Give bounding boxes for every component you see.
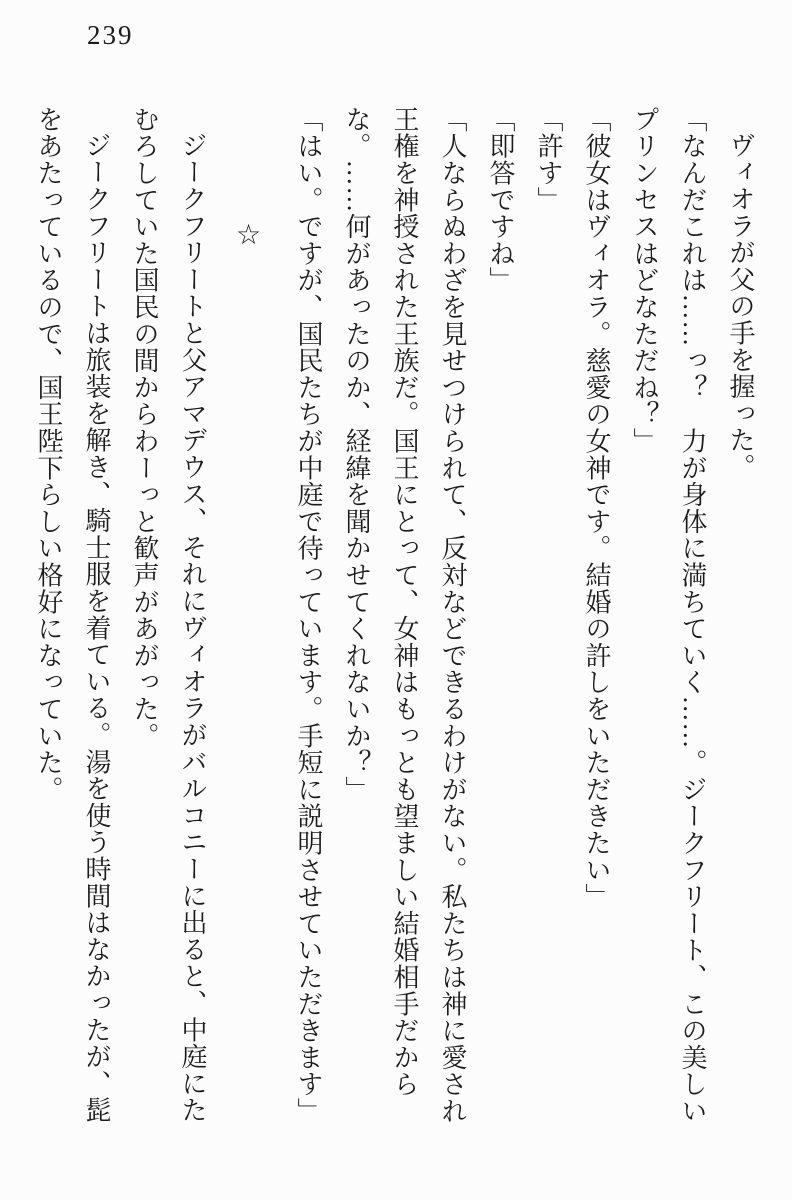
- vertical-text-block: [24, 106, 764, 1126]
- dialogue-paragraph: 「人ならぬわざを見せつけられて、反対などできるわけがない。私たちは神に愛され王権を神授された王族だ。国王にとって、女神はもっとも望ましい結婚相手だからな。……何があったのか、経緯を聞かせてくれないか？」: [342, 106, 467, 1125]
- dialogue-paragraph: 「はい。ですが、国民たちが中庭で待っています。手短に説明させていただきます」: [294, 106, 323, 1125]
- narration-paragraph: ヴィオラが父の手を握った。: [726, 132, 755, 481]
- narration-paragraph: ジークフリートは旅装を解き、騎士服を着ている。湯を使う時間はなかったが、髭をあたっているので、国王陛下らしい格好になっていた。: [34, 106, 111, 1124]
- dialogue-paragraph: 「彼女はヴィオラ。慈愛の女神です。結婚の許しをいただきたい」: [582, 106, 611, 910]
- dialogue-paragraph: 「即答ですね」: [486, 106, 515, 294]
- page-number: 239: [87, 20, 134, 50]
- narration-paragraph: ジークフリートと父アマデウス、それにヴィオラがバルコニーに出ると、中庭にたむろしていた国民の間からわーっと歓声があがった。: [130, 106, 207, 1124]
- dialogue-paragraph: 「許す」: [534, 106, 563, 214]
- dialogue-paragraph: 「なんだこれは……っ？ 力が身体に満ちていく……。ジークフリート、この美しいプリンセスはどなただね？」: [630, 106, 707, 1125]
- section-break-star: ☆: [232, 218, 263, 252]
